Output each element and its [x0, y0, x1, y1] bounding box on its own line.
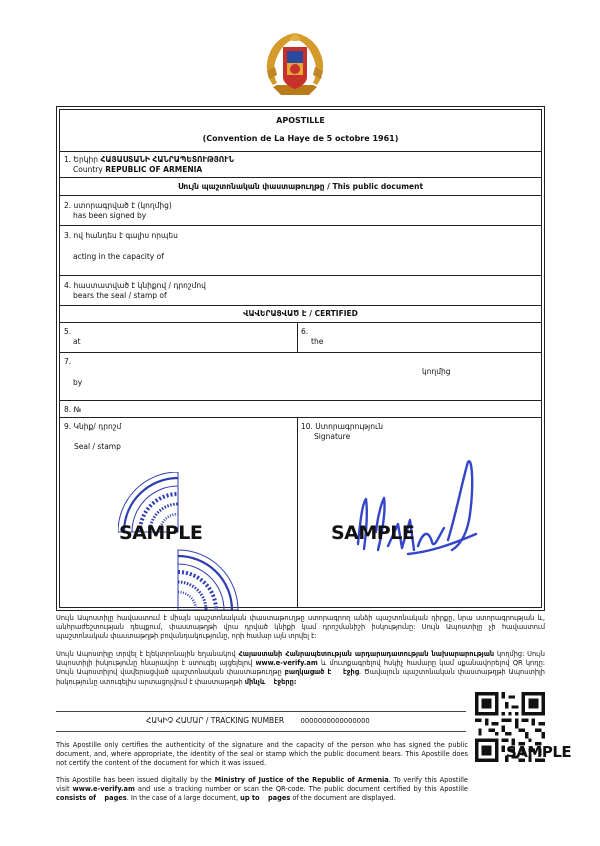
authority-row — [60, 353, 541, 401]
hy-pages: էջից — [342, 668, 359, 677]
place-date-row — [60, 323, 541, 353]
hy-notice-text-e: և մուտքագրելով հսկիչ համարը կամ սքանավորելով QR կոդը: Սույն Ապոստիլով վավերացված պաշտոնական փաստաթուղթը — [56, 659, 545, 677]
en-consists-of: consists of — [56, 794, 97, 803]
en-up-to: up to — [240, 794, 260, 803]
field-10-label-hy: 10. Ստորագրություն — [301, 422, 383, 431]
en-pages-2: pages — [267, 794, 291, 803]
english-notice-paragraph-1: This Apostille only certifies the authenticity of the signature and the capacity of the person who has signed the public document, and, where appropriate, the identity of the seal or stamp which the public document bears. This Apostille does not certify the content of the document for which it was issued. — [56, 741, 468, 768]
seal-label-en: bears the seal / stamp of — [73, 291, 167, 300]
certified-label: ՎԱՎԵՐԱՑՎԱԾ Է / CERTIFIED — [243, 309, 358, 318]
capacity-row — [60, 226, 541, 276]
field-7-by-label-en: by — [73, 378, 83, 387]
hy-pages-displayed: էջերը: — [273, 677, 297, 686]
country-value-hy: ՀԱՅԱՍՏԱՆԻ ՀԱՆՐԱՊԵՏՈՒԹՅՈՒՆ — [100, 155, 234, 164]
armenian-notice-paragraph-2 — [56, 650, 545, 687]
seal-row — [60, 276, 541, 306]
qr-sample-watermark: SAMPLE — [506, 743, 572, 761]
armenia-coat-of-arms-emblem — [255, 25, 335, 105]
en-notice-text-e: and use a tracking number or scan the QR-code. The public document certified by this Apostille — [137, 785, 468, 794]
en-notice-text-a: This Apostille has been issued digitally by the — [56, 776, 212, 784]
en-notice-text-c: . To verify this Apostille visit — [56, 776, 468, 794]
seal-signature-row — [60, 418, 541, 607]
apostille-title: APOSTILLE — [276, 116, 325, 125]
en-ministry-name: Ministry of Justice of the Republic of Armenia — [214, 776, 389, 784]
en-pages: pages — [104, 794, 127, 803]
field-5-number: 5. — [64, 327, 72, 336]
seal-sample-watermark: SAMPLE — [119, 522, 203, 544]
country-value-en: REPUBLIC OF ARMENIA — [105, 165, 203, 174]
hy-notice-text-a: Սույն Ապոստիլը տրվել է էլեկտրոնային եղանակով — [56, 650, 236, 658]
public-document-row — [60, 178, 541, 196]
capacity-label-en: acting in the capacity of — [73, 252, 164, 261]
signed-by-label-en: has been signed by — [73, 211, 147, 220]
hy-up-to: մինչև — [244, 677, 266, 686]
field-9-cell — [60, 418, 297, 607]
tracking-number-line — [146, 716, 370, 726]
tracking-number-label: ՀԱԿԻՉ ՀԱՄԱՐ / TRACKING NUMBER — [146, 716, 285, 725]
number-row — [60, 401, 541, 418]
tracking-number-value: 0000000000000000 — [300, 717, 370, 725]
field-9-label-en: Seal / stamp — [74, 442, 121, 451]
public-document-label: Սույն պաշտոնական փաստաթուղթը / This public document — [177, 182, 424, 191]
en-notice-text-h: . In the case of a large document, — [126, 794, 239, 803]
apostille-frame — [56, 106, 545, 611]
handwritten-signature — [348, 454, 488, 564]
field-9-label-hy: 9. Կնիք/ դրոշմ — [64, 422, 122, 431]
capacity-label-hy: 3. ով հանդես է գալիս որպես — [64, 231, 178, 240]
apostille-inner-frame — [59, 109, 542, 608]
field-6-the-label: the — [311, 337, 324, 346]
country-row — [60, 152, 541, 178]
en-verify-link[interactable]: www.e-verify.am — [72, 785, 135, 794]
field-7-by-label-hy: կողմից — [422, 367, 451, 376]
field-10-label-en: Signature — [314, 432, 351, 441]
hy-notice-text-c: կողմից: Սույն Ապոստիլի իսկությունը հնարավոր է ստուգել այցելելով — [56, 650, 545, 668]
seal-label-hy: 4. հաստատված է կնիքով / դրոշմով — [64, 281, 206, 290]
field-5-cell — [60, 323, 297, 352]
field-5-at-label: at — [73, 337, 81, 346]
hy-notice-text-h: . Ծավալուն պաշտոնական փաստաթղթի Ապոստիլի իսկությունը ստուգելիս արտացոլվում է փաստաթղթի — [56, 668, 545, 686]
signature-sample-watermark: SAMPLE — [331, 522, 415, 544]
field-6-number: 6. — [301, 327, 309, 336]
english-notice-paragraph-2 — [56, 776, 468, 804]
signed-by-row — [60, 196, 541, 226]
field-7-number: 7. — [64, 357, 72, 366]
title-row — [60, 110, 541, 152]
hy-verify-link[interactable]: www.e-verify.am — [255, 659, 318, 668]
field-10-cell — [297, 418, 541, 607]
country-label-hy: 1. Երկիր — [64, 155, 99, 164]
signed-by-label-hy: 2. ստորագրված է (կողմից) — [64, 201, 172, 210]
convention-subtitle: (Convention de La Haye de 5 octobre 1961) — [202, 134, 399, 143]
certified-row — [60, 306, 541, 323]
hy-consists-of: բաղկացած է — [284, 668, 332, 677]
hy-ministry-name: Հայաստանի Հանրապետության արդարադատության նախարարության — [238, 650, 495, 658]
armenian-notice-paragraph-1: Սույն Ապոստիլը հավաստում է միայն պաշտոնական փաստաթուղթը ստորագրող անձի պաշտոնական դիրքը, նրա ստորագրության և, անհրաժեշտության դեպքում, փաստաթղթի վրա դրված կնիքի կամ դրոշմանիշի իսկությունը: Սույն Ապոստիլը չի հավաստում պաշտոնական փաստաթղթի բովանդակությունը, որի համար այն տրվել է: — [56, 614, 545, 641]
field-8-number-label: 8. № — [64, 405, 82, 414]
en-notice-text-k: of the document are displayed. — [292, 794, 396, 803]
field-6-cell — [297, 323, 541, 352]
tracking-bottom-rule — [56, 731, 466, 732]
country-label-en: Country — [73, 165, 103, 174]
tracking-top-rule — [56, 711, 466, 712]
